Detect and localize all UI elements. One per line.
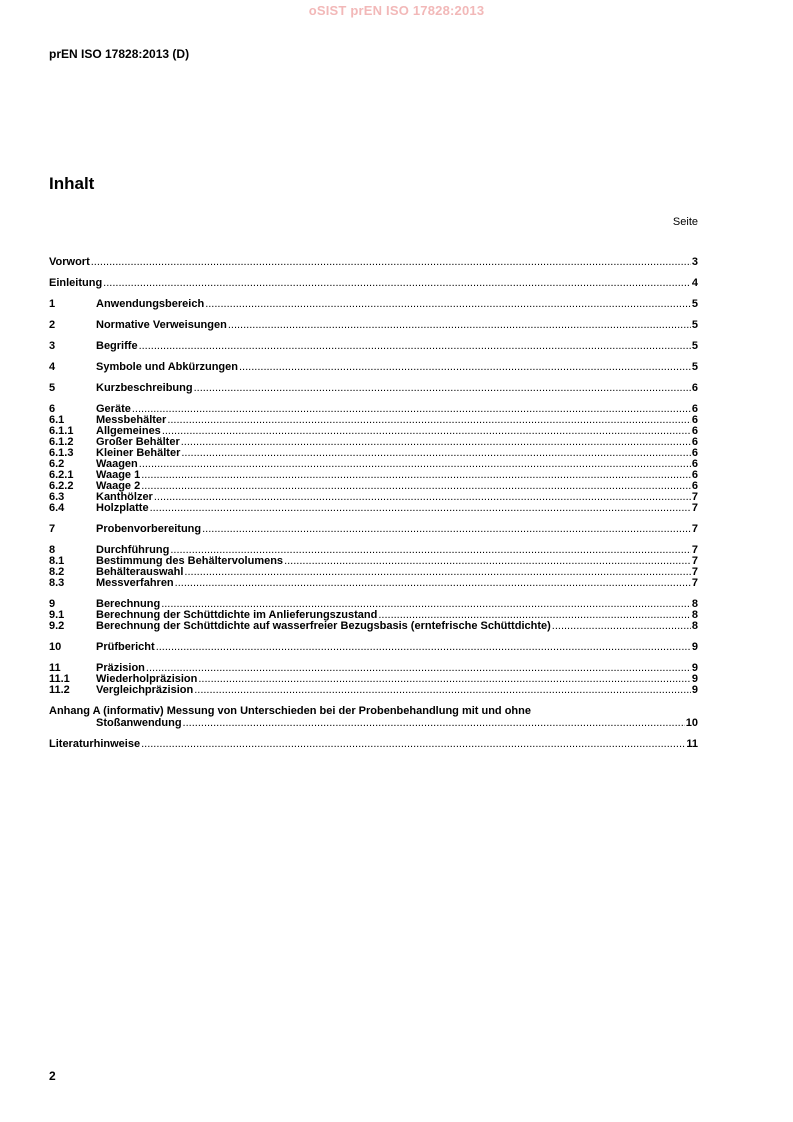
toc-entry-page: 7 xyxy=(691,502,698,514)
toc-entry-page: 7 xyxy=(691,544,698,556)
toc-entry-label: Normative Verweisungen xyxy=(96,319,227,331)
toc-dot-leader xyxy=(194,685,691,696)
toc-entry-page: 7 xyxy=(691,491,698,503)
toc-entry-number: 6.3 xyxy=(49,491,65,503)
toc-entry-label: Geräte xyxy=(96,403,131,415)
toc-entry-page: 6 xyxy=(691,436,698,448)
toc-dot-leader xyxy=(239,362,691,373)
toc-entry[interactable] xyxy=(49,685,698,696)
toc-dot-leader xyxy=(154,492,691,503)
toc-entry[interactable] xyxy=(49,448,698,459)
toc-dot-leader xyxy=(139,341,691,352)
toc-bibliography-label: Literaturhinweise xyxy=(49,738,141,750)
toc-entry-page: 9 xyxy=(691,684,698,696)
toc-entry-page: 9 xyxy=(691,673,698,685)
toc-entry-label: Allgemeines xyxy=(96,425,161,437)
toc-entry-number: 8.1 xyxy=(49,555,65,567)
toc-entry-page: 8 xyxy=(691,609,698,621)
toc-entry-label: Kanthölzer xyxy=(96,491,153,503)
toc-entry-label: Symbole und Abkürzungen xyxy=(96,361,238,373)
toc-entry-label: Kurzbeschreibung xyxy=(96,382,193,394)
toc-entry-number: 6.1.3 xyxy=(49,447,74,459)
toc-entry-page: 5 xyxy=(691,319,698,331)
toc-dot-leader xyxy=(284,556,691,567)
toc-entry-label: Kleiner Behälter xyxy=(96,447,181,459)
toc-entry-label: Wiederholpräzision xyxy=(96,673,198,685)
toc-entry-number: 11 xyxy=(49,662,61,674)
page-title: Inhalt xyxy=(49,174,95,193)
toc-entry-number: 11.2 xyxy=(49,684,70,696)
toc-entry-number: 2 xyxy=(49,319,56,331)
toc-entry-number: 5 xyxy=(49,382,56,394)
toc-dot-leader xyxy=(141,739,685,750)
toc-entry-number: 6.2 xyxy=(49,458,65,470)
toc-entry-page: 8 xyxy=(691,620,698,632)
toc-entry-label: Durchführung xyxy=(96,544,170,556)
toc-entry-label: Waage 2 xyxy=(96,480,141,492)
toc-entry[interactable] xyxy=(49,257,698,268)
toc-entry-label: Holzplatte xyxy=(96,502,149,514)
toc-entry[interactable] xyxy=(49,578,698,589)
toc-entry-page: 4 xyxy=(691,277,698,289)
toc-dot-leader xyxy=(132,404,691,415)
toc-entry-label: Anwendungsbereich xyxy=(96,298,205,310)
toc-entry-label: Bestimmung des Behältervolumens xyxy=(96,555,284,567)
toc-entry-page: 5 xyxy=(691,340,698,352)
toc-entry-label: Vorwort xyxy=(49,256,90,268)
page-column-label: Seite xyxy=(672,216,698,228)
toc-entry[interactable] xyxy=(49,503,698,514)
toc-entry-label: Berechnung der Schüttdichte auf wasserfreier Bezugsbasis (erntefrische Schüttdichte) xyxy=(96,620,551,632)
toc-entry[interactable] xyxy=(49,524,698,535)
toc-entry-page: 7 xyxy=(691,566,698,578)
toc-dot-leader xyxy=(141,470,691,481)
document-id: prEN ISO 17828:2013 (D) xyxy=(49,47,190,61)
toc-dot-leader xyxy=(552,621,691,632)
toc-dot-leader xyxy=(156,642,691,653)
toc-entry-page: 5 xyxy=(691,361,698,373)
toc-dot-leader xyxy=(184,567,690,578)
toc-entry[interactable] xyxy=(49,621,698,632)
toc-entry-label: Waagen xyxy=(96,458,138,470)
toc-annex-label-line1: Anhang A (informativ) Messung von Unterschieden bei der Probenbehandlung mit und ohne xyxy=(49,705,531,717)
toc-dot-leader xyxy=(194,383,691,394)
toc-entry-number: 6.1.2 xyxy=(49,436,74,448)
toc-entry-number: 10 xyxy=(49,641,62,653)
toc-entry-number: 9 xyxy=(49,598,56,610)
toc-entry-number: 6.1.1 xyxy=(49,425,74,437)
toc-entry-number: 8 xyxy=(49,544,56,556)
toc-entry-number: 6.1 xyxy=(49,414,65,426)
toc-dot-leader xyxy=(202,524,691,535)
toc-entry-number: 8.3 xyxy=(49,577,65,589)
toc-dot-leader xyxy=(91,257,691,268)
toc-entry-number: 4 xyxy=(49,361,56,373)
toc-dot-leader xyxy=(175,578,691,589)
toc-entry-number: 8.2 xyxy=(49,566,65,578)
toc-entry-number: 6.2.1 xyxy=(49,469,74,481)
toc-entry-page: 6 xyxy=(691,414,698,426)
toc-entry-page: 6 xyxy=(691,425,698,437)
toc-dot-leader xyxy=(146,663,691,674)
toc-entry-label: Waage 1 xyxy=(96,469,141,481)
toc-entry[interactable] xyxy=(49,642,698,653)
toc-entry-page: 6 xyxy=(691,382,698,394)
toc-dot-leader xyxy=(183,718,685,729)
toc-dot-leader xyxy=(181,437,691,448)
toc-dot-leader xyxy=(139,459,691,470)
toc-dot-leader xyxy=(198,674,691,685)
toc-entry-page: 6 xyxy=(691,447,698,459)
toc-entry[interactable] xyxy=(49,383,698,394)
toc-entry[interactable] xyxy=(49,299,698,310)
toc-entry-label: Begriffe xyxy=(96,340,138,352)
toc-entry[interactable] xyxy=(49,470,698,481)
watermark: oSIST prEN ISO 17828:2013 xyxy=(308,3,485,18)
toc-entry-page: 3 xyxy=(691,256,698,268)
toc-entry-number: 6.2.2 xyxy=(49,480,74,492)
toc-entry-number: 7 xyxy=(49,523,56,535)
toc-entry-label: Messverfahren xyxy=(96,577,174,589)
toc-entry-label: Probenvorbereitung xyxy=(96,523,202,535)
toc-entry-label: Vergleichpräzision xyxy=(96,684,194,696)
toc-dot-leader xyxy=(103,278,691,289)
toc-entry-label: Großer Behälter xyxy=(96,436,180,448)
toc-entry-number: 9.1 xyxy=(49,609,65,621)
toc-dot-leader xyxy=(150,503,691,514)
table-of-contents xyxy=(49,257,698,750)
toc-dot-leader xyxy=(181,448,691,459)
page-number: 2 xyxy=(49,1069,56,1083)
toc-entry-page: 6 xyxy=(691,403,698,415)
toc-entry[interactable] xyxy=(49,341,698,352)
toc-dot-leader xyxy=(141,481,691,492)
toc-entry-page: 5 xyxy=(691,298,698,310)
toc-entry-number: 9.2 xyxy=(49,620,65,632)
toc-bibliography-page: 11 xyxy=(686,738,698,750)
toc-entry-number: 6.4 xyxy=(49,502,65,514)
toc-entry-label: Einleitung xyxy=(49,277,103,289)
toc-entry-label: Prüfbericht xyxy=(96,641,155,653)
toc-entry[interactable] xyxy=(49,320,698,331)
toc-entry-label: Behälterauswahl xyxy=(96,566,184,578)
toc-entry-page: 6 xyxy=(691,480,698,492)
toc-dot-leader xyxy=(162,426,691,437)
toc-entry-label: Messbehälter xyxy=(96,414,167,426)
toc-entry[interactable] xyxy=(49,362,698,373)
toc-entry-number: 1 xyxy=(49,298,56,310)
toc-entry-page: 9 xyxy=(691,662,698,674)
toc-dot-leader xyxy=(167,415,691,426)
toc-entry-annex[interactable] xyxy=(49,706,698,729)
toc-entry-page: 6 xyxy=(691,458,698,470)
toc-entry-page: 9 xyxy=(691,641,698,653)
toc-annex-page: 10 xyxy=(685,717,698,729)
toc-entry-page: 6 xyxy=(691,469,698,481)
toc-entry-bibliography[interactable] xyxy=(49,739,698,750)
toc-annex-label-line2: Stoßanwendung xyxy=(96,717,182,729)
toc-dot-leader xyxy=(228,320,691,331)
toc-entry-number: 6 xyxy=(49,403,56,415)
toc-entry-label: Berechnung der Schüttdichte im Anlieferungszustand xyxy=(96,609,378,621)
toc-entry[interactable] xyxy=(49,459,698,470)
toc-entry-number: 11.1 xyxy=(49,673,70,685)
toc-entry-number: 3 xyxy=(49,340,56,352)
toc-entry-page: 7 xyxy=(691,523,698,535)
toc-entry-page: 7 xyxy=(691,577,698,589)
toc-dot-leader xyxy=(205,299,691,310)
toc-entry-label: Präzision xyxy=(96,662,145,674)
toc-entry-page: 8 xyxy=(691,598,698,610)
toc-entry-label: Berechnung xyxy=(96,598,161,610)
toc-entry-page: 7 xyxy=(691,555,698,567)
toc-entry[interactable] xyxy=(49,278,698,289)
